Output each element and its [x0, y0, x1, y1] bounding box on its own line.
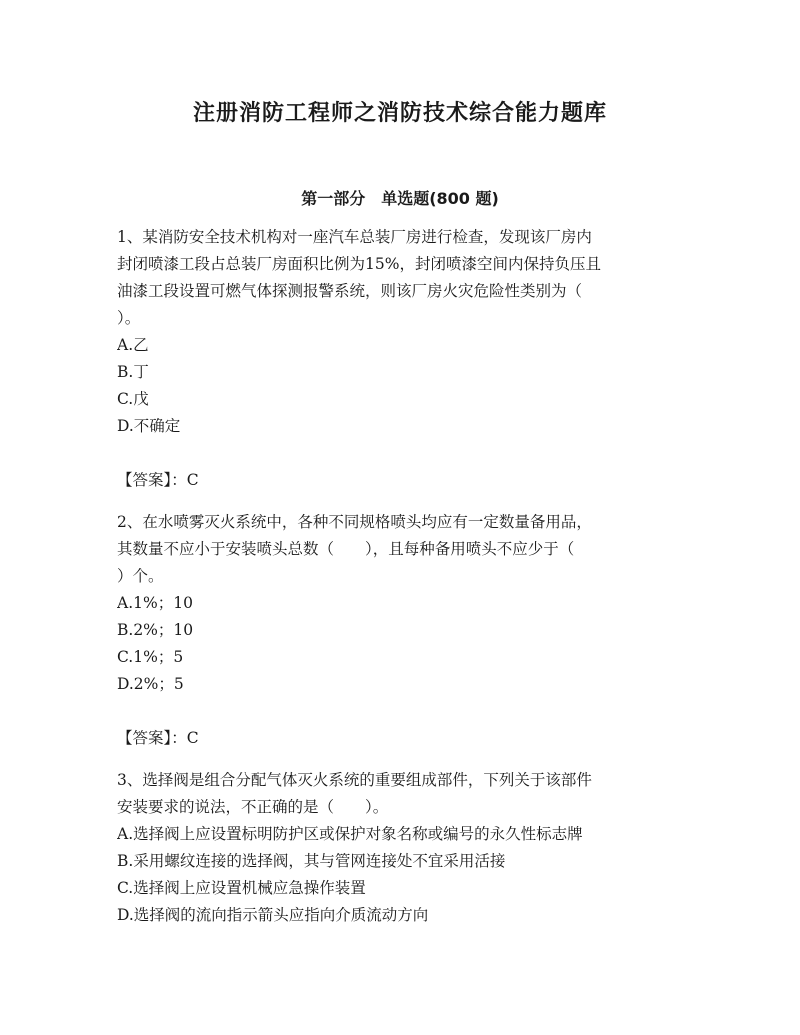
question-1-option-a: A.乙 [117, 336, 149, 354]
question-2 [117, 509, 692, 752]
question-2-option-c: C.1%；5 [117, 648, 184, 666]
question-3-option-a: A.选择阀上应设置标明防护区或保护对象名称或编号的永久性标志牌 [117, 825, 583, 843]
section-title: 第一部分 单选题(800 题) [301, 189, 499, 208]
question-1-stem-line: 封闭喷漆工段占总装厂房面积比例为15%，封闭喷漆空间内保持负压且 [117, 255, 601, 273]
question-1-option-d: D.不确定 [117, 417, 181, 435]
question-3-option-b: B.采用螺纹连接的选择阀，其与管网连接处不宜采用活接 [117, 852, 506, 870]
question-2-stem-line: ）个。 [117, 567, 164, 585]
question-1 [117, 224, 692, 494]
question-3-option-d: D.选择阀的流向指示箭头应指向介质流动方向 [117, 906, 429, 924]
question-2-stem-line: 其数量不应小于安装喷头总数（ ），且每种备用喷头不应少于（ [117, 540, 575, 558]
question-1-option-b: B.丁 [117, 363, 149, 381]
document-title: 注册消防工程师之消防技术综合能力题库 [192, 101, 607, 126]
question-2-option-a: A.1%；10 [117, 594, 193, 612]
question-1-stem-line: ）。 [117, 309, 141, 327]
question-3-stem-line: 3、选择阀是组合分配气体灭火系统的重要组成部件，下列关于该部件 [117, 771, 592, 789]
question-1-stem-line: 油漆工段设置可燃气体探测报警系统，则该厂房火灾危险性类别为（ [117, 282, 583, 300]
question-3-option-c: C.选择阀上应设置机械应急操作装置 [117, 879, 366, 897]
question-2-stem-line: 2、在水喷雾灭火系统中，各种不同规格喷头均应有一定数量备用品， [117, 513, 592, 531]
question-2-answer: 【答案】：C [117, 729, 199, 747]
question-2-option-d: D.2%；5 [117, 675, 184, 693]
question-1-answer: 【答案】：C [117, 471, 199, 489]
question-1-stem-line: 1、某消防安全技术机构对一座汽车总装厂房进行检查，发现该厂房内 [117, 228, 592, 246]
question-3-stem-line: 安装要求的说法，不正确的是（ ）。 [117, 798, 389, 816]
question-2-option-b: B.2%；10 [117, 621, 194, 639]
question-1-option-c: C.戊 [117, 390, 149, 408]
question-3 [117, 767, 692, 929]
